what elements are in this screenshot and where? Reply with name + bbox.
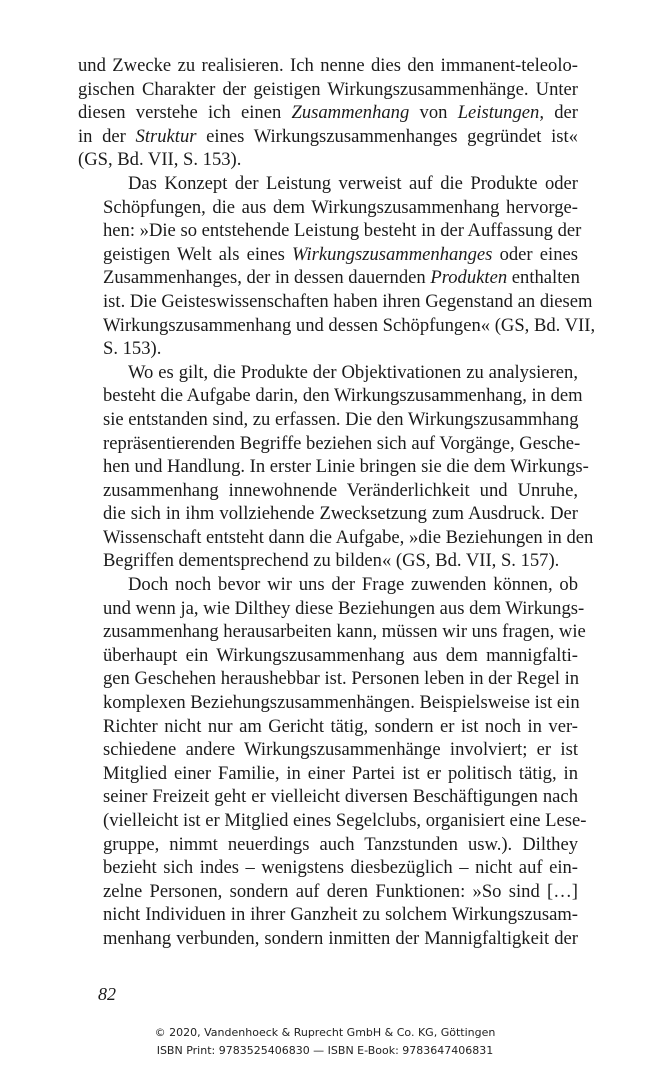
text-line [78,314,596,338]
text-line [78,337,578,361]
text-run: hen: »Die so entstehende Leistung besteht in der Auffassung der [103,220,582,242]
text-run: komplexen Beziehungszusammenhängen. Beispielsweise ist ein [103,692,580,714]
text-line [78,148,578,172]
italic-text: Wirkungszusammenhanges [292,243,493,265]
text-run: zusammenhang innewohnende Veränderlichkeit und Unruhe, [103,479,578,501]
text-line [78,384,583,408]
text-line [78,266,578,290]
text-run: (vielleicht ist er Mitglied eines Segelclubs, organisiert eine Lese- [103,810,587,831]
copyright-line: © 2020, Vandenhoeck & Ruprecht GmbH & Co. KG, Göttingen [154,1026,496,1039]
text-run: schiedene andere Wirkungszusammenhänge involviert; er ist [103,739,578,761]
text-line [78,715,578,739]
body-text [78,54,596,951]
text-run: Schöpfungen, die aus dem Wirkungszusammenhang hervorge- [103,196,578,218]
text-line [78,408,578,432]
paragraph [78,54,578,172]
isbn-line: ISBN Print: 9783525406830 — ISBN E-Book: 9783647406831 [156,1044,494,1057]
paragraph [78,573,587,951]
text-line [78,833,578,857]
text-line [78,667,578,691]
italic-text: Produkten [430,267,508,289]
text-run: hen und Handlung. In erster Linie bringen sie die dem Wirkungs- [103,456,589,478]
text-run: Wissenschaft entsteht dann die Aufgabe, »die Beziehungen in den [103,526,594,548]
text-line [78,856,578,880]
text-run: zusammenhang herausarbeiten kann, müssen wir uns fragen, wie [103,621,586,643]
text-run: überhaupt ein Wirkungszusammenhang aus dem mannigfalti- [103,644,578,666]
text-line [78,361,578,385]
text-run: gischen Charakter der geistigen Wirkungszusammenhänge. Unter [78,78,578,100]
text-run: repräsentierenden Begriffe beziehen sich auf Vorgänge, Gesche- [103,432,581,454]
text-run: seiner Freizeit geht er vielleicht diversen Beschäftigungen nach [103,786,578,808]
text-run: diesen verstehe ich einen [78,102,292,124]
text-line [78,290,593,314]
text-run: (GS, Bd. VII, S. 153). [78,149,242,171]
paragraph [78,361,594,573]
text-line [78,903,578,927]
text-run: Doch noch bevor wir uns der Frage zuwenden können, ob [128,574,578,596]
text-run: von [409,102,458,124]
text-line [78,620,586,644]
text-run: Wo es gilt, die Produkte der Objektivationen zu analysieren, [128,361,578,383]
text-line [78,502,578,526]
text-run: enthalten [507,267,580,289]
paragraph [78,172,596,361]
text-line [78,455,589,479]
text-run: S. 153). [103,338,162,360]
text-line [78,880,578,904]
text-run: geistigen Welt als eines [103,243,292,265]
text-line [78,54,578,78]
text-run: menhang verbunden, sondern inmitten der Mannigfaltigkeit der [103,927,578,949]
text-line [78,125,578,149]
footer [0,1024,650,1060]
text-run: Mitglied einer Familie, in einer Partei ist er politisch tätig, in [103,762,578,784]
text-run: besteht die Aufgabe darin, den Wirkungszusammenhang, in dem [103,385,583,407]
page-number: 82 [98,984,116,1004]
text-line [78,597,585,621]
text-run: und wenn ja, wie Dilthey diese Beziehungen aus dem Wirkungs- [103,597,585,619]
text-line [78,172,578,196]
text-line [78,927,578,951]
text-run: Richter nicht nur am Gericht tätig, sondern er ist noch in ver- [103,715,578,737]
text-run: Begriffen dementsprechend zu bilden« (GS, Bd. VII, S. 157). [103,550,560,572]
text-run: der [543,102,578,124]
text-run: Das Konzept der Leistung verweist auf die Produkte oder [128,172,578,194]
text-run: ist. Die Geisteswissenschaften haben ihren Gegenstand an diesem [103,290,593,312]
text-line [78,479,578,503]
italic-text: Leistungen, [457,102,544,124]
text-line [78,573,578,597]
italic-text: Struktur [135,125,197,147]
italic-text: Zusammenhang [291,102,410,124]
text-line [78,101,578,125]
text-run: nicht Individuen in ihrer Ganzheit zu solchem Wirkungszusam- [103,904,578,926]
text-run: Zusammenhanges, der in dessen dauernden [103,267,431,289]
text-run: eines Wirkungszusammenhanges gegründet ist« [196,125,578,147]
text-line [78,432,581,456]
text-run: gruppe, nimmt neuerdings auch Tanzstunden usw.). Dilthey [103,833,578,855]
text-run: und Zwecke zu realisieren. Ich nenne dies den immanent-teleolo- [78,55,578,76]
text-line [78,738,578,762]
text-line [78,219,582,243]
text-run: oder eines [492,243,578,265]
text-run: sie entstanden sind, zu erfassen. Die den Wirkungszusammhang [103,408,579,430]
text-run: bezieht sich indes – wenigstens diesbezüglich – nicht auf ein- [103,857,578,879]
text-line [78,644,578,668]
text-run: in der [78,125,136,147]
text-run: die sich in ihm vollziehende Zwecksetzung zum Ausdruck. Der [103,503,578,525]
text-line [78,549,578,573]
text-line [78,785,578,809]
text-run: gen Geschehen heraushebbar ist. Personen leben in der Regel in [103,668,580,690]
text-line [78,243,578,267]
text-line [78,691,578,715]
text-line [78,196,578,220]
text-line [78,809,587,833]
text-line [78,78,578,102]
text-line [78,526,594,550]
text-run: zelne Personen, sondern auf deren Funktionen: »So sind […] [103,880,578,902]
text-line [78,762,578,786]
text-run: Wirkungszusammenhang und dessen Schöpfungen« (GS, Bd. VII, [103,314,596,336]
